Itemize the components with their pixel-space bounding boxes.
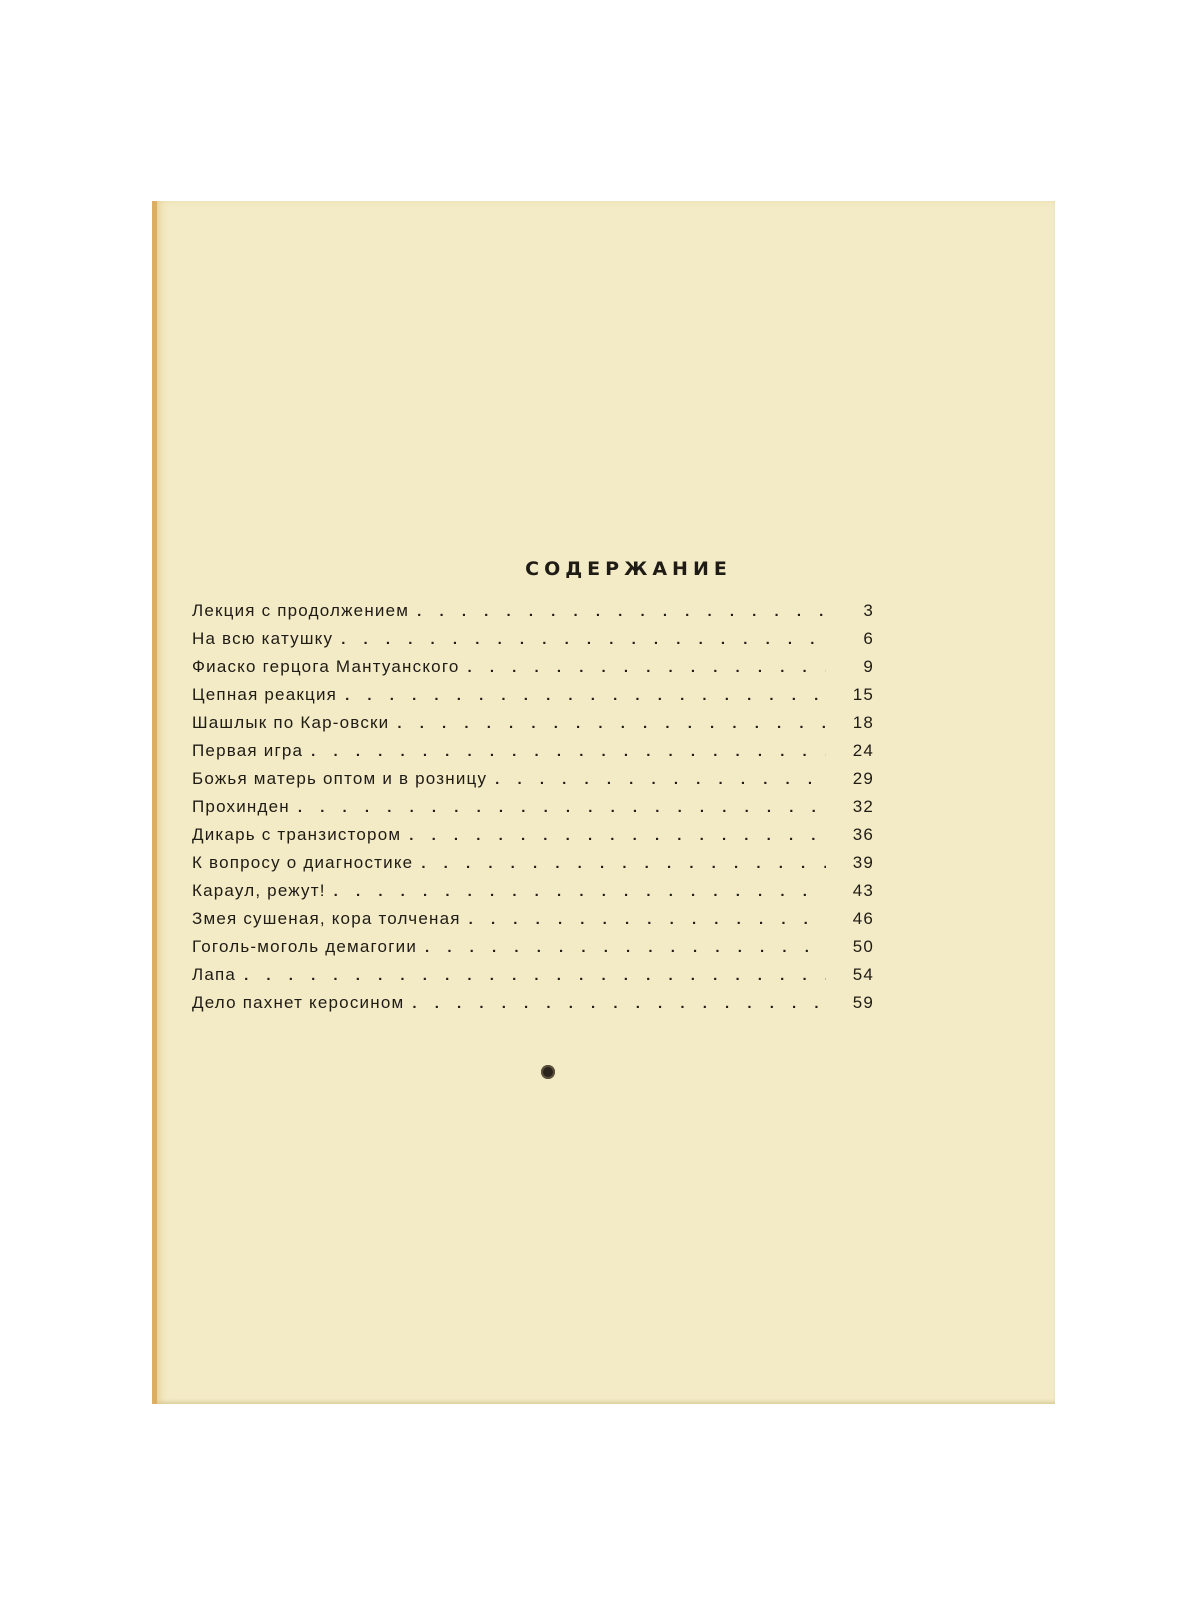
toc-entry-title: Гоголь-моголь демагогии bbox=[192, 937, 418, 956]
toc-entry-title: Дело пахнет керосином bbox=[192, 993, 405, 1012]
dot-leader bbox=[412, 995, 826, 1012]
toc-entry bbox=[192, 713, 874, 741]
toc-entry-page: 54 bbox=[852, 965, 874, 984]
page-edge bbox=[152, 201, 157, 1404]
toc-entry bbox=[192, 909, 874, 937]
toc-entry bbox=[192, 993, 874, 1021]
dot-leader bbox=[495, 771, 826, 788]
toc-entry-page: 3 bbox=[863, 601, 874, 620]
dot-leader bbox=[298, 799, 826, 816]
toc-entry-title: Шашлык по Кар-овски bbox=[192, 713, 390, 732]
toc-entry-title: Первая игра bbox=[192, 741, 304, 760]
toc-entry-title: К вопросу о диагностике bbox=[192, 853, 414, 872]
dot-leader bbox=[421, 855, 826, 872]
toc-entry bbox=[192, 825, 874, 853]
toc-entry-page: 39 bbox=[852, 853, 874, 872]
toc-entry-title: Лекция с продолжением bbox=[192, 601, 410, 620]
table-of-contents bbox=[192, 601, 874, 1021]
toc-title: СОДЕРЖАНИЕ bbox=[525, 558, 732, 580]
toc-entry bbox=[192, 741, 874, 769]
ornament-dot-icon bbox=[541, 1065, 555, 1079]
dot-leader bbox=[397, 715, 826, 732]
toc-entry-page: 24 bbox=[852, 741, 874, 760]
toc-entry-title: Божья матерь оптом и в розницу bbox=[192, 769, 488, 788]
toc-entry-title: Фиаско герцога Мантуанского bbox=[192, 657, 460, 676]
toc-entry-page: 18 bbox=[852, 713, 874, 732]
toc-entry bbox=[192, 601, 874, 629]
toc-entry-title: Дикарь с транзистором bbox=[192, 825, 402, 844]
toc-entry-page: 32 bbox=[852, 797, 874, 816]
toc-entry-page: 46 bbox=[852, 909, 874, 928]
toc-entry-page: 9 bbox=[863, 657, 874, 676]
dot-leader bbox=[468, 659, 826, 676]
dot-leader bbox=[345, 687, 826, 704]
toc-entry-title: На всю катушку bbox=[192, 629, 334, 648]
toc-entry bbox=[192, 853, 874, 881]
dot-leader bbox=[311, 743, 826, 760]
toc-entry-page: 29 bbox=[852, 769, 874, 788]
toc-entry bbox=[192, 965, 874, 993]
toc-entry bbox=[192, 797, 874, 825]
dot-leader bbox=[244, 967, 826, 984]
toc-entry-page: 36 bbox=[852, 825, 874, 844]
toc-entry-page: 15 bbox=[852, 685, 874, 704]
toc-entry-title: Караул, режут! bbox=[192, 881, 326, 900]
toc-entry-page: 50 bbox=[852, 937, 874, 956]
toc-entry-title: Прохинден bbox=[192, 797, 290, 816]
toc-entry bbox=[192, 629, 874, 657]
toc-entry-page: 6 bbox=[863, 629, 874, 648]
toc-entry-title: Лапа bbox=[192, 965, 237, 984]
toc-entry bbox=[192, 657, 874, 685]
toc-entry bbox=[192, 937, 874, 965]
toc-entry bbox=[192, 685, 874, 713]
dot-leader bbox=[334, 883, 826, 900]
toc-entry-title: Змея сушеная, кора толченая bbox=[192, 909, 461, 928]
toc-entry bbox=[192, 769, 874, 797]
toc-entry bbox=[192, 881, 874, 909]
dot-leader bbox=[425, 939, 826, 956]
dot-leader bbox=[469, 911, 826, 928]
toc-entry-page: 59 bbox=[852, 993, 874, 1012]
book-page bbox=[152, 201, 1055, 1404]
dot-leader bbox=[341, 631, 826, 648]
dot-leader bbox=[409, 827, 826, 844]
toc-entry-page: 43 bbox=[852, 881, 874, 900]
dot-leader bbox=[417, 603, 826, 620]
toc-entry-title: Цепная реакция bbox=[192, 685, 338, 704]
